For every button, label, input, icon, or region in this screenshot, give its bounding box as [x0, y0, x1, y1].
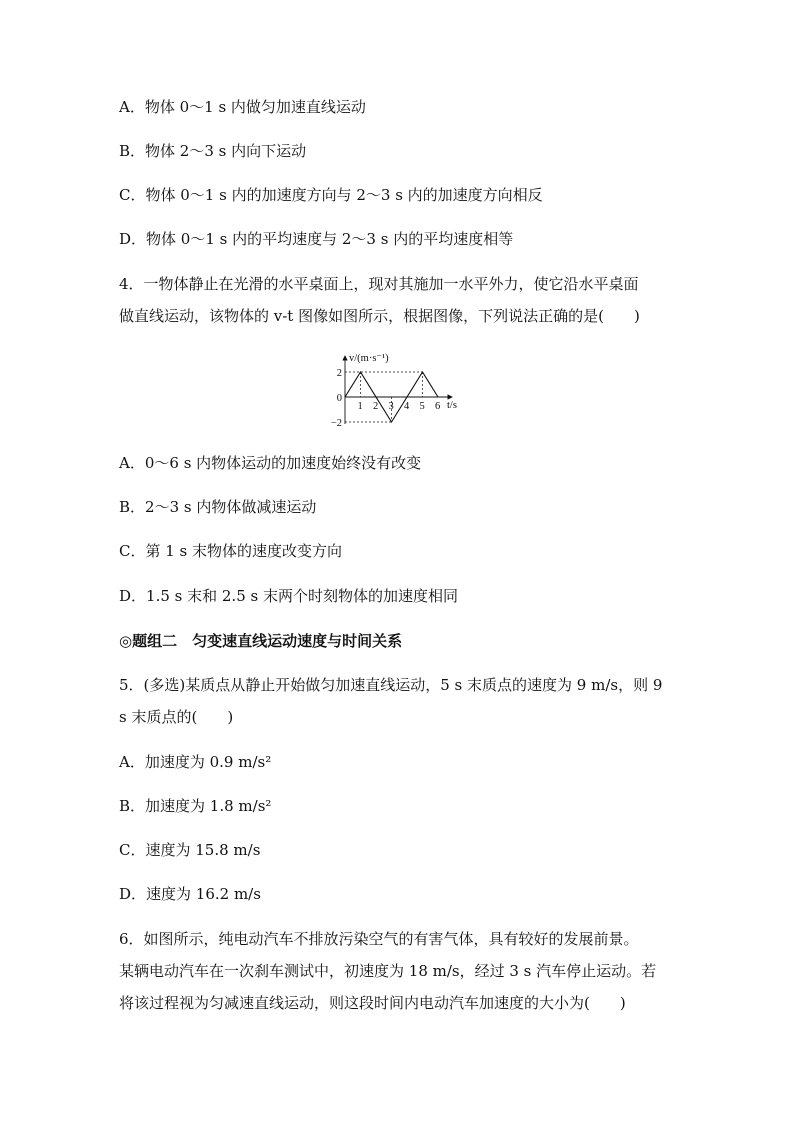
y-tick-labels: [331, 368, 342, 429]
q6-stem-line3: 将该过程视为匀减速直线运动，则这段时间内电动汽车加速度的大小为( ): [119, 994, 626, 1012]
q4-stem-line2: 做直线运动，该物体的 v-t 图像如图所示，根据图像，下列说法正确的是( ): [119, 307, 640, 325]
q5-stem-line1: 5．(多选)某质点从静止开始做匀加速直线运动，5 s 末质点的速度为 9 m/s，则 9: [119, 676, 663, 694]
x-tick-label: 6: [435, 401, 441, 412]
x-tick-label: 5: [419, 401, 425, 412]
section-heading: ◎题组二 匀变速直线运动速度与时间关系: [119, 632, 403, 650]
q4-stem-line1: 4．一物体静止在光滑的水平桌面上，现对其施加一水平外力，使它沿水平桌面: [119, 275, 639, 293]
q6-stem-line1: 6．如图所示，纯电动汽车不排放污染空气的有害气体，具有较好的发展前景。: [119, 930, 639, 948]
q5-option-a: A．加速度为 0.9 m/s²: [119, 753, 272, 771]
q4-option-b: B．2～3 s 内物体做减速运动: [119, 498, 317, 516]
q5-option-c: C．速度为 15.8 m/s: [119, 841, 261, 859]
y-tick-label: 0: [336, 393, 342, 404]
y-tick-label: −2: [330, 418, 342, 429]
q3-option-c: C．物体 0～1 s 内的加速度方向与 2～3 s 内的加速度方向相反: [119, 186, 543, 204]
vt-graph: [330, 350, 470, 430]
q3-option-a: A．物体 0～1 s 内做匀加速直线运动: [119, 98, 366, 116]
q4-option-c: C．第 1 s 末物体的速度改变方向: [119, 542, 343, 560]
x-tick-label: 2: [373, 401, 379, 412]
q4-option-d: D．1.5 s 末和 2.5 s 末两个时刻物体的加速度相同: [119, 587, 458, 605]
x-axis-label: t/s: [447, 400, 457, 411]
x-tick-label: 3: [388, 401, 394, 412]
q5-option-d: D．速度为 16.2 m/s: [119, 885, 261, 903]
q6-stem-line2: 某辆电动汽车在一次刹车测试中，初速度为 18 m/s，经过 3 s 汽车停止运动。若: [119, 962, 657, 980]
y-axis-label: v/(m·s⁻¹): [349, 353, 389, 364]
y-tick-label: 2: [336, 368, 342, 379]
q5-option-b: B．加速度为 1.8 m/s²: [119, 797, 272, 815]
q3-option-d: D．物体 0～1 s 内的平均速度与 2～3 s 内的平均速度相等: [119, 230, 514, 248]
q4-option-a: A．0～6 s 内物体运动的加速度始终没有改变: [119, 454, 422, 472]
q3-option-b: B．物体 2～3 s 内向下运动: [119, 142, 307, 160]
q5-stem-line2: s 末质点的( ): [119, 708, 234, 726]
x-tick-label: 1: [357, 401, 363, 412]
x-tick-label: 4: [404, 401, 410, 412]
